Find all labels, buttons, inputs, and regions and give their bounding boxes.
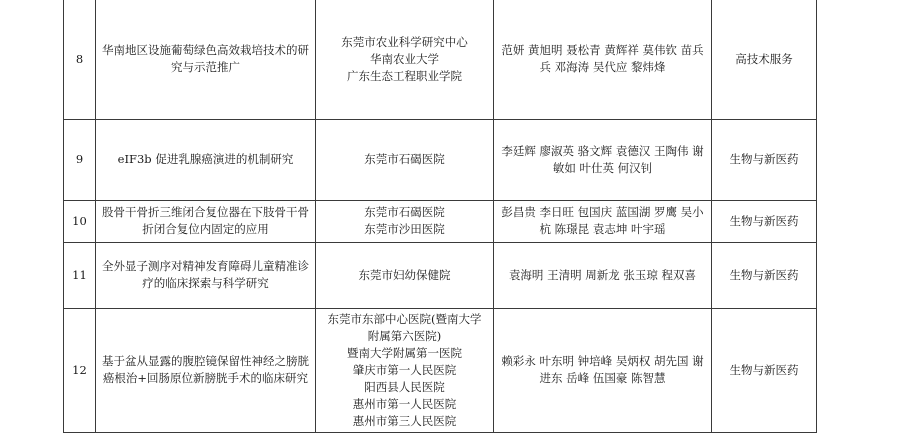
- unit-name: 东莞市石碣医院: [364, 205, 445, 219]
- tech-field: 生物与新医药: [712, 242, 817, 308]
- units-cell: [316, 200, 494, 242]
- tech-field: 高技术服务: [712, 0, 817, 119]
- unit-name: 阳西县人民医院: [364, 379, 445, 394]
- tech-field: 生物与新医药: [712, 119, 817, 200]
- unit-name: 东莞市东部中心医院(暨南大学附属第六医院): [327, 311, 482, 343]
- unit-name: 惠州市第一人民医院: [352, 396, 457, 411]
- units-cell: [316, 308, 494, 432]
- table-row: [64, 0, 817, 119]
- award-table: [63, 0, 817, 433]
- project-title: 全外显子测序对精神发育障碍儿童精准诊疗的临床探索与科学研究: [96, 242, 316, 308]
- row-number: 8: [64, 0, 96, 119]
- units-cell: [316, 119, 494, 200]
- unit-name: 东莞市沙田医院: [364, 222, 445, 236]
- tech-field: 生物与新医药: [712, 200, 817, 242]
- unit-name: 东莞市石碣医院: [364, 152, 445, 166]
- units-cell: [316, 242, 494, 308]
- units-cell: [316, 0, 494, 119]
- project-title: 华南地区设施葡萄绿色高效栽培技术的研究与示范推广: [96, 0, 316, 119]
- table-row: [64, 119, 817, 200]
- row-number: 9: [64, 119, 96, 200]
- unit-name: 暨南大学附属第一医院: [347, 345, 462, 360]
- people-list: 彭昌贵 李日旺 包国庆 蓝国湖 罗鹰 吴小杭 陈璟昆 袁志坤 叶宇瑶: [494, 200, 712, 242]
- tech-field: 生物与新医药: [712, 308, 817, 432]
- project-title: 股骨干骨折三维闭合复位器在下肢骨干骨折闭合复位内固定的应用: [96, 200, 316, 242]
- unit-name: 东莞市妇幼保健院: [358, 267, 451, 282]
- people-list: 李廷辉 廖淑英 骆文辉 袁德汉 王陶伟 谢敏如 叶仕英 何汉钊: [494, 119, 712, 200]
- project-title: 基于盆从显露的腹腔镜保留性神经之膀胱癌根治+回肠原位新膀胱手术的临床研究: [96, 308, 316, 432]
- row-number: 10: [64, 200, 96, 242]
- unit-name: 东莞市农业科学研究中心: [341, 34, 468, 49]
- row-number: 12: [64, 308, 96, 432]
- unit-name: 广东生态工程职业学院: [347, 68, 462, 83]
- table-row: [64, 242, 817, 308]
- project-title: eIF3b 促进乳腺癌演进的机制研究: [96, 119, 316, 200]
- row-number: 11: [64, 242, 96, 308]
- unit-name: 华南农业大学: [370, 51, 439, 66]
- unit-name: 肇庆市第一人民医院: [352, 362, 457, 377]
- people-list: 赖彩永 叶东明 钟培峰 吴炳权 胡先国 谢进东 岳峰 伍国豪 陈智慧: [494, 308, 712, 432]
- table-row: [64, 308, 817, 432]
- people-list: 袁海明 王清明 周新龙 张玉琼 程双喜: [494, 242, 712, 308]
- table-row: [64, 200, 817, 242]
- people-list: 范妍 黄旭明 聂松青 黄辉祥 莫伟钦 苗兵兵 邓海涛 吴代应 黎炜烽: [494, 0, 712, 119]
- unit-name: 惠州市第三人民医院: [352, 413, 457, 428]
